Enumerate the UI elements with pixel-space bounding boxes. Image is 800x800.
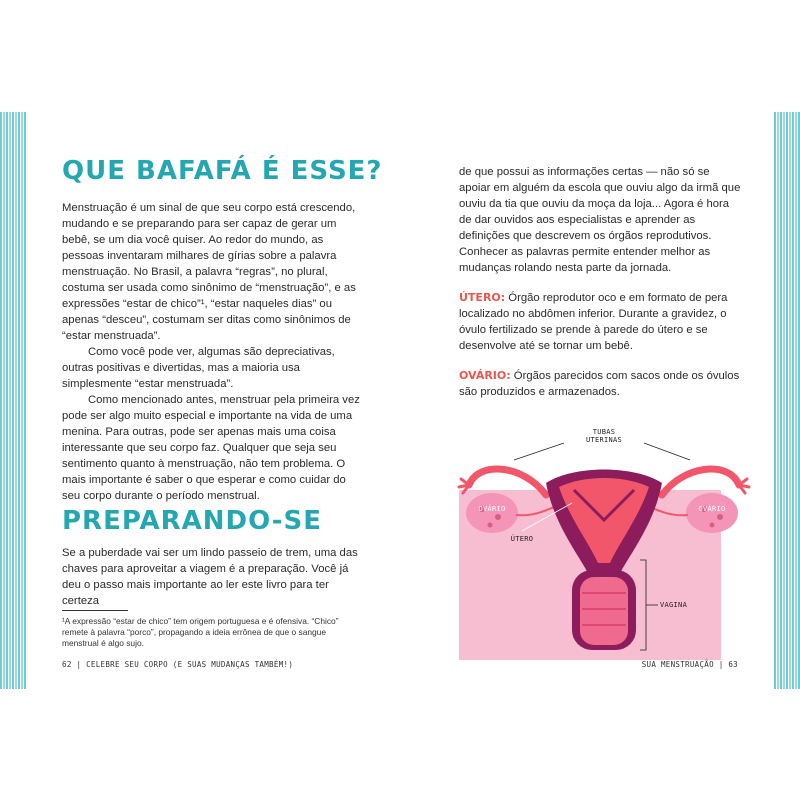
definition-term: ÚTERO: (459, 291, 506, 304)
label-ovary-right: OVÁRIO (698, 505, 726, 513)
ovary-left (466, 493, 518, 533)
reproductive-system-illustration (454, 405, 754, 665)
right-body-text (459, 164, 744, 400)
definition-ovary (459, 368, 744, 400)
definition-text: Órgão reprodutor oco e em formato de pera localizado no abdômen inferior. Durante a gravidez, o óvulo fertilizado se prende à parede do útero e se desenvolve até se tornar um bebê. (459, 292, 728, 352)
label-tubes-line2: UTERINAS (585, 436, 623, 444)
left-page-footer: 62 | CELEBRE SEU CORPO (E SUAS MUDANÇAS TAMBÉM!) (62, 660, 294, 669)
paragraph: Menstruação é um sinal de que seu corpo está crescendo, mudando e se preparando para ser capaz de gerar um bebê, se um dia você quiser. Ao redor do mundo, as pessoas inventaram milhares de gírias sobre a palavra menstruação. No Brasil, a palavra “regras”, no plural, costuma ser usada como sinônimo de “menstruação”, e as expressões “estar de chico”¹, “estar naqueles dias” ou apenas “desceu”, costumam ser ditas como sinônimos de “estar menstruada”. (62, 202, 356, 342)
footnote-divider (62, 610, 128, 611)
definition-uterus (459, 290, 744, 354)
paragraph: Como mencionado antes, menstruar pela primeira vez pode ser algo muito especial e importante na vida de uma menina. Para outras, pode ser apenas mais uma coisa interessante que seu corpo faz. Qualquer que seja seu sentimento quanto à menstruação, não tem problema. O mais importante é saber o que esperar e como cuidar do seu corpo durante o período menstrual. (62, 394, 360, 502)
label-tubes-line1: TUBAS (592, 428, 616, 436)
definition-text: Órgãos parecidos com sacos onde os óvulos são produzidos e armazenados. (459, 370, 740, 398)
footnote: ¹A expressão “estar de chico” tem origem portuguesa e é ofensiva. “Chico” remete à palavra “porco”, propagando a ideia errônea de que o sangue menstrual é algo sujo. (62, 616, 339, 648)
decorative-right-edge (774, 112, 800, 689)
ovary-right (686, 493, 738, 533)
vagina (572, 570, 636, 650)
paragraph: Se a puberdade vai ser um lindo passeio de trem, uma das chaves para aproveitar a viagem é a preparação. Você já deu o passo mais importante ao ler este livro para ter certeza (62, 547, 358, 607)
definition-term: OVÁRIO: (459, 369, 511, 382)
decorative-left-edge (0, 112, 26, 689)
page-title: QUE BAFAFÁ É ESSE? (62, 156, 383, 186)
label-vagina: VAGINA (660, 601, 688, 609)
paragraph: Como você pode ver, algumas são depreciativas, outras positivas e divertidas, mas a maioria usa simplesmente “estar menstruada”. (62, 346, 335, 390)
label-uterus: ÚTERO (510, 535, 534, 543)
left-body-text (62, 200, 362, 504)
section-body-text (62, 545, 362, 609)
label-ovary-left: OVÁRIO (478, 505, 506, 513)
paragraph: de que possui as informações certas — não só se apoiar em alguém da escola que ouviu algo da irmã que ouviu da tia que ouviu da moça da loja... Agora é hora de dar ouvidos aos especialistas e aprender as definições que descrevem os órgãos reprodutivos. Conhecer as palavras permite entender melhor as mudanças rolando nesta parte da jornada. (459, 166, 741, 274)
right-page-footer: SUA MENSTRUAÇÃO | 63 (641, 660, 738, 669)
book-spread (0, 112, 800, 689)
section-title: PREPARANDO-SE (62, 506, 322, 536)
